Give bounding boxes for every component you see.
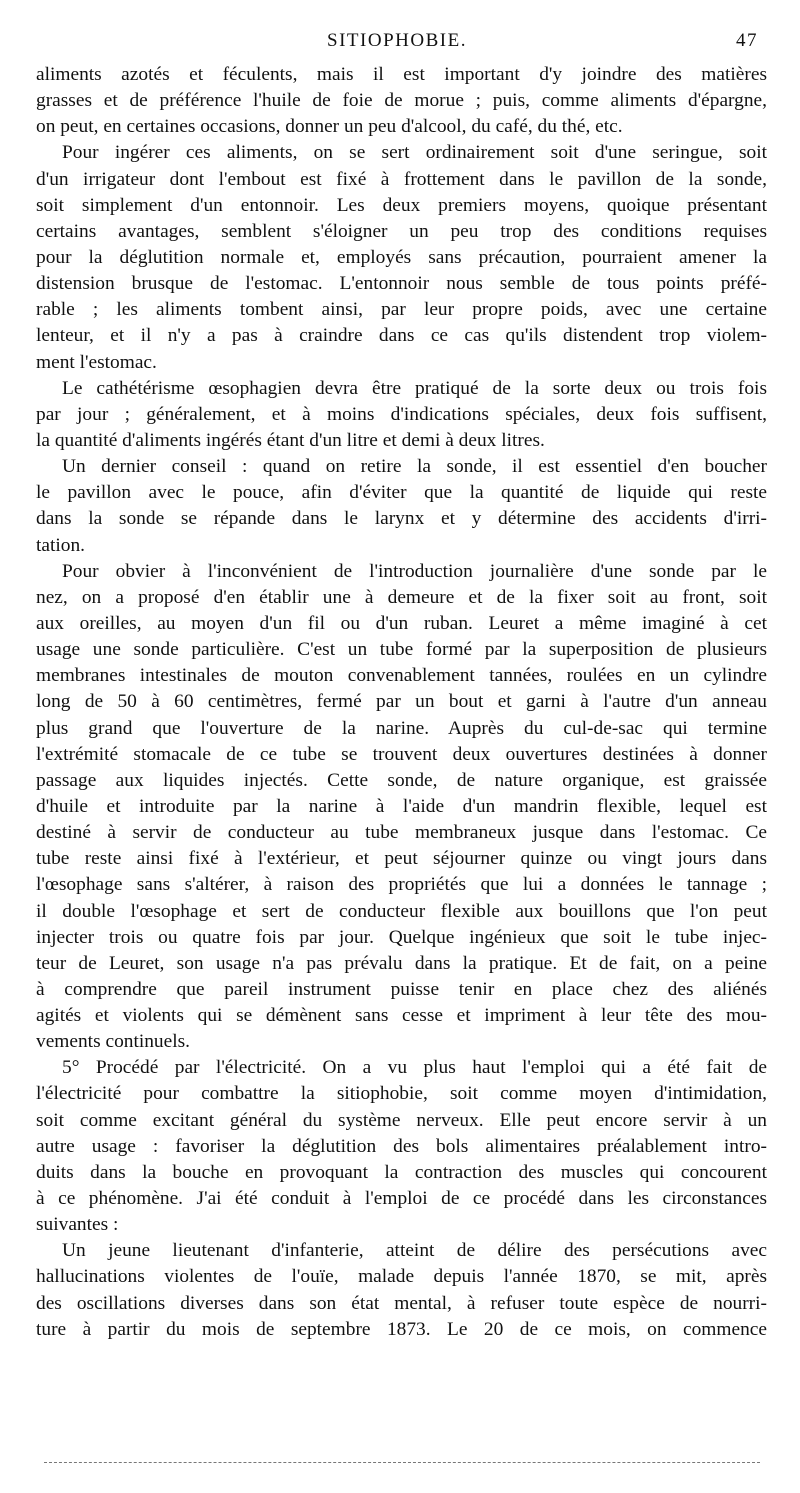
text-line: plus grand que l'ouverture de la narine. Auprès du cul-de-sac qui termine xyxy=(36,717,767,739)
text-line: tation. xyxy=(36,534,86,556)
text-line: agités et violents qui se démènent sans cesse et impriment à leur tête des mou- xyxy=(36,1005,767,1027)
text-line: d'un irrigateur dont l'embout est fixé à frottement dans le pavillon de la sonde, xyxy=(36,168,767,190)
text-line: destiné à servir de conducteur au tube membraneux jusque dans l'estomac. Ce xyxy=(36,822,767,844)
text-line: tube reste ainsi fixé à l'extérieur, et peut séjourner quinze ou vingt jours dans xyxy=(36,848,767,870)
text-line: duits dans la bouche en provoquant la contraction des muscles qui concourent xyxy=(36,1161,767,1183)
text-line: soit simplement d'un entonnoir. Les deux premiers moyens, quoique présentant xyxy=(36,194,767,216)
running-head xyxy=(36,30,758,54)
text-line: il double l'œsophage et sert de conducteur flexible aux bouillons que l'on peut xyxy=(36,900,767,922)
text-line: le pavillon avec le pouce, afin d'éviter que la quantité de liquide qui reste xyxy=(36,482,767,504)
text-line: lenteur, et il n'y a pas à craindre dans ce cas qu'ils distendent trop violem- xyxy=(36,325,767,347)
text-line: par jour ; généralement, et à moins d'indications spéciales, deux fois suffisent, xyxy=(36,403,767,425)
text-line: l'extrémité stomacale de ce tube se trouvent deux ouvertures destinées à donner xyxy=(36,743,767,765)
text-line: Pour obvier à l'inconvénient de l'introduction journalière d'une sonde par le xyxy=(62,560,767,582)
text-line: distension brusque de l'estomac. L'entonnoir nous semble de tous points préfé- xyxy=(36,273,767,295)
text-line: passage aux liquides injectés. Cette sonde, de nature organique, est graissée xyxy=(36,769,767,791)
text-line: soit comme excitant général du système nerveux. Elle peut encore servir à un xyxy=(36,1109,767,1131)
text-line: autre usage : favoriser la déglutition des bols alimentaires préalablement intro- xyxy=(36,1135,767,1157)
text-line: vements continuels. xyxy=(36,1031,191,1053)
footer-dotted-rule xyxy=(44,1462,760,1463)
text-line: hallucinations violentes de l'ouïe, malade depuis l'année 1870, se mit, après xyxy=(36,1266,767,1288)
text-line: ture à partir du mois de septembre 1873. Le 20 de ce mois, on commence xyxy=(36,1318,767,1340)
text-line: Un jeune lieutenant d'infanterie, atteint de délire des persécutions avec xyxy=(62,1240,767,1262)
text-line: la quantité d'aliments ingérés étant d'un litre et demi à deux litres. xyxy=(36,429,545,451)
text-line: Pour ingérer ces aliments, on se sert ordinairement soit d'une seringue, soit xyxy=(62,142,767,164)
text-line: nez, on a proposé d'en établir une à demeure et de la fixer soit au front, soit xyxy=(36,586,767,608)
text-line: injecter trois ou quatre fois par jour. Quelque ingénieux que soit le tube injec- xyxy=(36,926,767,948)
text-line: pour la déglutition normale et, employés sans précaution, pourraient amener la xyxy=(36,246,767,268)
text-line: ment l'estomac. xyxy=(36,351,157,373)
text-line: d'huile et introduite par la narine à l'aide d'un mandrin flexible, lequel est xyxy=(36,795,767,817)
text-line: 5° Procédé par l'électricité. On a vu plus haut l'emploi qui a été fait de xyxy=(62,1057,767,1079)
running-title: SITIOPHOBIE. xyxy=(327,30,467,51)
text-line: l'électricité pour combattre la sitiophobie, soit comme moyen d'intimidation, xyxy=(36,1083,767,1105)
text-line: on peut, en certaines occasions, donner un peu d'alcool, du café, du thé, etc. xyxy=(36,116,623,138)
text-line: teur de Leuret, son usage n'a pas prévalu dans la pratique. Et de fait, on a peine xyxy=(36,952,767,974)
text-line: suivantes : xyxy=(36,1214,119,1236)
body-text xyxy=(36,62,767,1343)
text-line: grasses et de préférence l'huile de foie de morue ; puis, comme aliments d'épargne, xyxy=(36,90,767,112)
text-line: des oscillations diverses dans son état mental, à refuser toute espèce de nourri- xyxy=(36,1292,767,1314)
text-line: Le cathétérisme œsophagien devra être pratiqué de la sorte deux ou trois fois xyxy=(62,377,767,399)
text-line: à ce phénomène. J'ai été conduit à l'emploi de ce procédé dans les circonstances xyxy=(36,1188,767,1210)
text-line: aux oreilles, au moyen d'un fil ou d'un ruban. Leuret a même imaginé à cet xyxy=(36,612,767,634)
text-line: long de 50 à 60 centimètres, fermé par un bout et garni à l'autre d'un anneau xyxy=(36,691,767,713)
text-line: rable ; les aliments tombent ainsi, par leur propre poids, avec une certaine xyxy=(36,299,767,321)
text-line: l'œsophage sans s'altérer, à raison des propriétés que lui a données le tannage ; xyxy=(36,874,767,896)
page-number: 47 xyxy=(736,30,758,51)
text-line: certains avantages, semblent s'éloigner un peu trop des conditions requises xyxy=(36,220,767,242)
text-line: usage une sonde particulière. C'est un tube formé par la superposition de plusieurs xyxy=(36,639,767,661)
text-line: Un dernier conseil : quand on retire la sonde, il est essentiel d'en boucher xyxy=(62,456,767,478)
text-line: à comprendre que pareil instrument puisse tenir en place chez des aliénés xyxy=(36,978,767,1000)
text-line: aliments azotés et féculents, mais il est important d'y joindre des matières xyxy=(36,64,767,85)
text-line: membranes intestinales de mouton convenablement tannées, roulées en un cylindre xyxy=(36,665,767,687)
text-line: dans la sonde se répande dans le larynx et y détermine des accidents d'irri- xyxy=(36,508,767,530)
